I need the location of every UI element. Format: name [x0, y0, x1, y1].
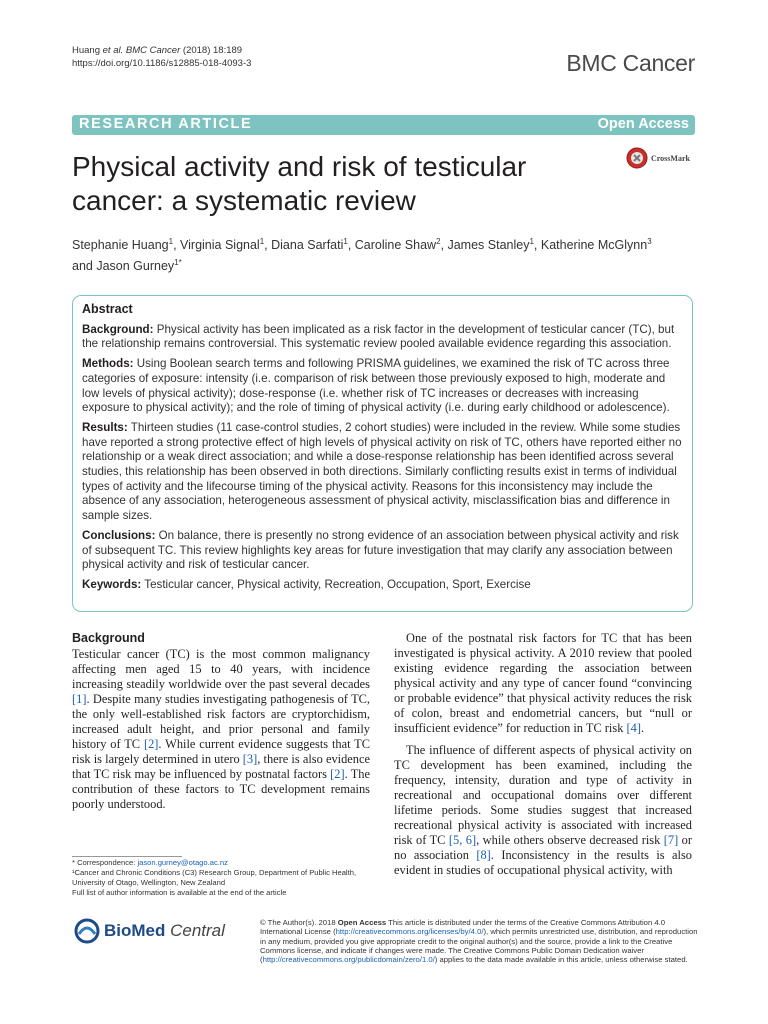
citation-link[interactable]: [5, 6] [448, 833, 477, 847]
correspondence: * Correspondence: jason.gurney@otago.ac.nz [72, 858, 228, 867]
section-heading-background: Background [72, 631, 145, 645]
biomed-central-icon [74, 918, 100, 944]
author[interactable]: Virginia Signal$^1$ [180, 237, 265, 253]
body-column-right [394, 631, 692, 878]
citation-link[interactable]: [4] [626, 721, 641, 735]
author[interactable]: Caroline Shaw$^2$ [354, 237, 441, 253]
citation-link[interactable]: [2] [330, 767, 345, 781]
citation-etal: et al. BMC Cancer [102, 45, 181, 56]
body-paragraph: One of the postnatal risk factors for TC that has been investigated is physical activity. A 2010 review that pooled existing evidence regarding the association between physical activity and any type of cancer found “convincing or probable evidence” that physical activity reduces the risk of colon, breast and endometrial cancers, but “null or insufficient evidence” for reduction in TC risk [4]. [394, 631, 692, 735]
citation-link[interactable]: [7] [663, 833, 679, 847]
citation-link[interactable]: [8] [476, 848, 491, 862]
doi-link[interactable]: https://doi.org/10.1186/s12885-018-4093-3 [72, 58, 252, 69]
abstract-box [72, 295, 693, 612]
body-column-left [72, 631, 370, 812]
citation-authors: Huang [72, 45, 103, 56]
citation-link[interactable]: [3] [242, 752, 258, 766]
article-title: Physical activity and risk of testicular cancer: a systematic review [72, 151, 527, 216]
crossmark-button[interactable] [626, 146, 690, 170]
body-paragraph: Testicular cancer (TC) is the most common malignancy affecting men aged 15 to 40 years, with incidence increasing steadily worldwide over the past several decades [1]. Despite many studies investigating pathogenesis of TC, the only well-established risk factors are cryptorchidism, increased adult height, and prior personal and family history of TC [2]. While current evidence suggests that TC risk is largely determined in utero [3], there is also evidence that TC risk may be influenced by postnatal factors [2]. The contribution of these factors to TC development remains poorly understood. [72, 647, 370, 811]
author[interactable]: and Jason Gurney$^{1*}$ [72, 258, 182, 274]
public-domain-link[interactable]: http://creativecommons.org/publicdomain/zero/1.0/ [262, 955, 435, 965]
citation-link[interactable]: [2] [143, 737, 159, 751]
logo-text: BioMed Central [104, 921, 225, 940]
email-link[interactable]: jason.gurney@otago.ac.nz [137, 858, 228, 867]
article-type-label: RESEARCH ARTICLE [79, 116, 253, 132]
citation-link[interactable]: [1] [72, 692, 87, 706]
footnote-divider [72, 856, 182, 857]
citation-block [72, 44, 251, 70]
abstract-keywords: Keywords: Testicular cancer, Physical activity, Recreation, Occupation, Sport, Exercise [82, 577, 531, 591]
abstract-conclusions: Conclusions: On balance, there is presently no strong evidence of an association between physical activity and risk of subsequent TC. This review highlights key areas for future investigation that may clarify any association between physical activity and risk of testicular cancer. [82, 528, 679, 572]
author[interactable]: Katherine McGlynn$^3$ [540, 237, 652, 253]
author[interactable]: James Stanley$^1$ [447, 237, 534, 253]
biomed-central-logo[interactable] [74, 918, 225, 944]
footnotes [72, 858, 372, 898]
abstract-heading: Abstract [82, 302, 133, 316]
license-link[interactable]: http://creativecommons.org/licenses/by/4.0/ [335, 927, 484, 937]
citation-year: (2018) 18:189 [180, 45, 243, 56]
abstract-results: Results: Thirteen studies (11 case-control studies, 2 cohort studies) were included in the review. While some studies have reported a strong protective effect of high levels of physical activity on risk of TC, others have reported either no relationship or a weak direct association; and while a dose-response relationship has been identified across several studies, this relationship has been observed in both directions. Similarly conflicting results exist in terms of individual types of activity and the lifecourse timing of the physical activity. Reasons for this inconsistency may include the absence of any association, heterogeneous assessment of physical activity, misclassification bias and difference in sample sizes. [82, 420, 682, 523]
author[interactable]: Stephanie Huang$^1$ [72, 237, 174, 253]
body-paragraph: The influence of different aspects of physical activity on TC development has been examined, including the frequency, intensity, duration and type of activity in recreational and occupational domains over different lifetime periods. Some studies suggest that increased recreational physical activity is associated with increased risk of TC [5, 6], while others observe decreased risk [7] or no association [8]. Inconsistency in the results is also evident in studies of occupational physical activity, with [394, 743, 693, 877]
author-info-note: Full list of author information is available at the end of the article [72, 888, 287, 897]
affiliation: ¹Cancer and Chronic Conditions (C3) Research Group, Department of Public Health, University of Otago, Wellington, New Zealand [72, 868, 357, 887]
abstract-background: Background: Physical activity has been implicated as a risk factor in the development of testicular cancer (TC), but the relationship remains controversial. This systematic review pooled available evidence regarding this association. [82, 322, 675, 351]
journal-name: BMC Cancer [566, 50, 695, 76]
author[interactable]: Diana Sarfati$^1$ [271, 237, 348, 253]
abstract-methods: Methods: Using Boolean search terms and following PRISMA guidelines, we examined the risk of TC across three categories of exposure: intensity (i.e. comparison of risk between those previously exposed to high, moderate and low levels of physical activity); dose-response (i.e. whether risk of TC increases or decreases with increasing exposure to physical activity); and the role of timing of physical activity (i.e. during early childhood or adolescence). [82, 357, 670, 415]
crossmark-label: CrossMark [651, 153, 690, 163]
article-type-banner [72, 115, 695, 135]
license-text: © The Author(s). 2018 Open Access This article is distributed under the terms of the Creative Commons Attribution 4.0 International License (http://creativecommons.org/licenses/by/4.0/), which permits unrestricted use, distribution, and reproduction in any medium, provided you give appropriate credit to the original author(s) and the source, provide a link to the Creative Commons license, and indicate if changes were made. The Creative Commons Public Domain Dedication waiver (http://creativecommons.org/publicdomain/zero/1.0/) applies to the data made available in this article, unless otherwise stated. [260, 918, 698, 965]
crossmark-icon [626, 147, 648, 169]
open-access-label: Open Access [597, 116, 689, 132]
citation-line [72, 44, 251, 57]
author-list: Stephanie Huang$^1$, Virginia Signal$^1$, Diana Sarfati$^1$, Caroline Shaw$^2$, James Stanley$^1$, Katherine McGlynn$^3$ and Jason Gurney$^{1*}$ [72, 237, 652, 274]
